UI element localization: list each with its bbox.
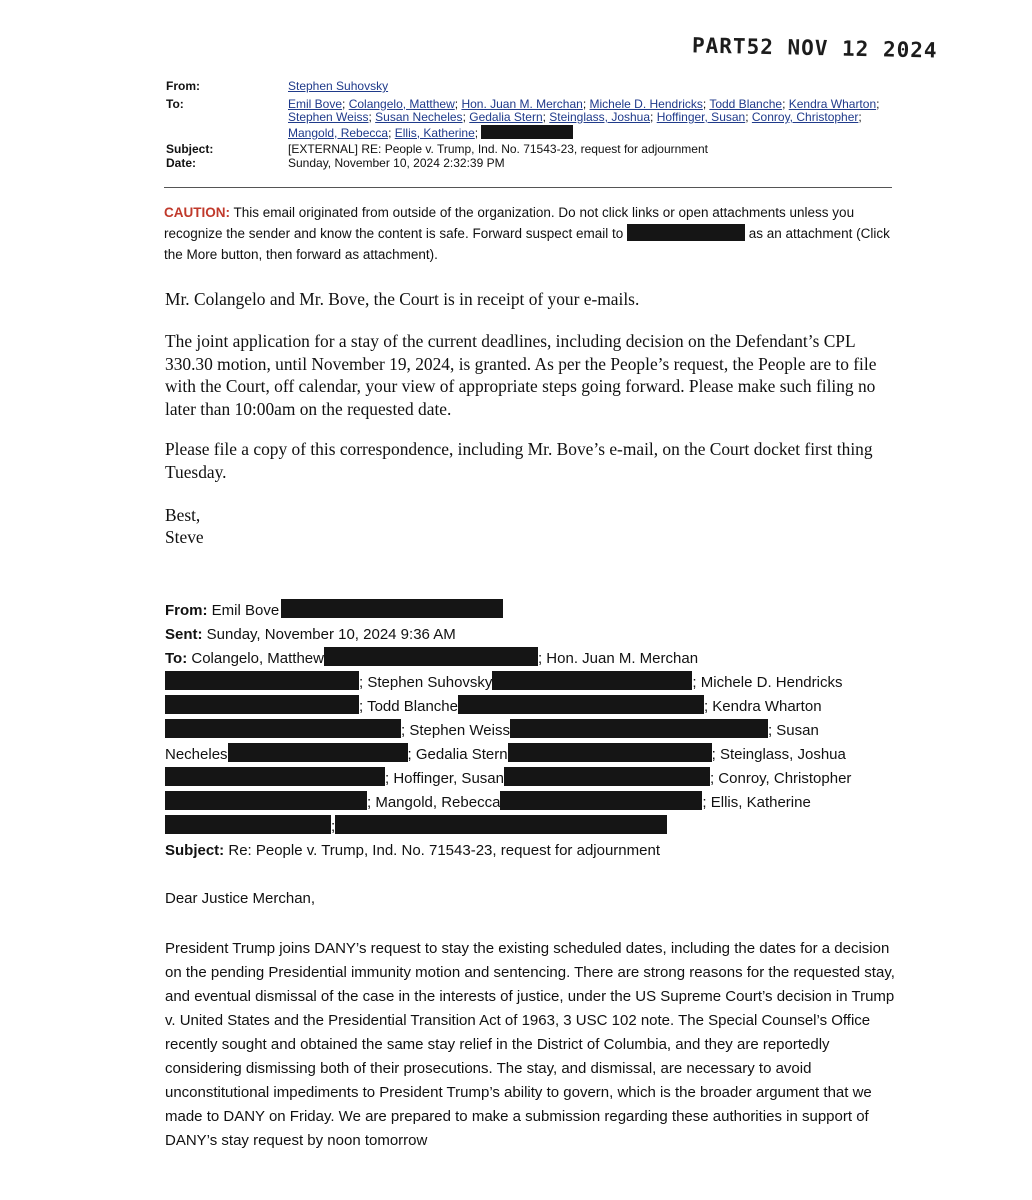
- fwd-recipient: Colangelo, Matthew: [187, 650, 324, 667]
- letter-salutation: Dear Justice Merchan,: [165, 890, 316, 907]
- recipient-link[interactable]: Susan Necheles: [375, 110, 463, 124]
- fwd-recipient: ; Ellis, Katherine: [702, 794, 811, 811]
- fwd-recipient: ; Hoffinger, Susan: [385, 770, 504, 787]
- redaction-bar: [324, 647, 538, 666]
- recipient-link[interactable]: Colangelo, Matthew: [348, 96, 455, 111]
- fwd-subject-value: Re: People v. Trump, Ind. No. 71543-23, request for adjournment: [224, 842, 660, 859]
- redaction-bar: [228, 743, 408, 762]
- fwd-recipient-separator: ;: [331, 818, 336, 835]
- redaction-bar: [508, 743, 712, 762]
- reply-signature: Steve: [165, 527, 204, 547]
- redaction-bar: [504, 767, 710, 786]
- redaction-bar: [165, 671, 359, 690]
- caution-text-end: as an attachment (Click the More button, then forward as attachment).: [164, 226, 890, 262]
- letter-body: President Trump joins DANY’s request to stay the existing scheduled dates, including the dates for a decision on the pending Presidential immunity motion and sentencing. There are strong reasons for the requested stay, and eventual dismissal of the case in the interests of justice, under the US Supreme Court’s decision in Trump v. United States and the Presidential Transition Act of 1963, 3 USC 102 note. The Special Counsel’s Office recently sought and obtained the same stay relief in the District of Columbia, and they are reportedly considering dismissing both of their prosecutions. The stay, and dismissal, are necessary to avoid unconstitutional impediments to President Trump’s ability to govern, which is the broader argument that we made to DANY on Friday. We are prepared to make a submission regarding these authorities in support of DANY’s stay request by noon tomorrow: [165, 940, 895, 1149]
- recipient-link[interactable]: Mangold, Rebecca: [288, 125, 389, 140]
- recipient-link[interactable]: Todd Blanche: [709, 96, 783, 111]
- fwd-from-label: From:: [165, 602, 208, 619]
- fwd-subject-label: Subject:: [165, 842, 225, 859]
- received-date-stamp: PART52 NOV 12 2024: [691, 33, 938, 63]
- fwd-recipient: ; Kendra Wharton: [703, 698, 822, 715]
- recipient-link[interactable]: Ellis, Katherine: [394, 125, 475, 140]
- fwd-from-value: Emil Bove: [207, 602, 280, 619]
- redaction-bar: [165, 815, 331, 834]
- reply-paragraph: Please file a copy of this correspondence, including Mr. Bove’s e-mail, on the Court docket first thing Tuesday.: [165, 439, 873, 482]
- recipient-link[interactable]: Hoffinger, Susan: [656, 110, 746, 124]
- fwd-recipient: ; Michele D. Hendricks: [692, 674, 843, 691]
- recipient-link[interactable]: Conroy, Christopher: [751, 110, 859, 124]
- fwd-recipient: ; Stephen Suhovsky: [359, 674, 493, 691]
- redaction-bar: [281, 599, 503, 618]
- from-label: From:: [166, 79, 200, 93]
- subject-value: [EXTERNAL] RE: People v. Trump, Ind. No. 71543-23, request for adjournment: [288, 142, 708, 156]
- redaction-bar: [458, 695, 704, 714]
- fwd-sent-label: Sent:: [165, 626, 203, 643]
- redaction-bar: [165, 791, 367, 810]
- header-divider: [164, 187, 892, 188]
- reply-closing: Best,: [165, 505, 201, 525]
- redaction-bar: [492, 671, 692, 690]
- recipient-link[interactable]: Hon. Juan M. Merchan: [461, 96, 583, 111]
- fwd-recipient: ; Conroy, Christopher: [709, 770, 852, 787]
- redaction-bar: [335, 815, 667, 834]
- recipient-link[interactable]: Michele D. Hendricks: [589, 96, 703, 111]
- redaction-bar: [165, 695, 359, 714]
- redaction-bar: [165, 719, 401, 738]
- fwd-recipient: ; Mangold, Rebecca: [367, 794, 501, 811]
- reply-paragraph: Mr. Colangelo and Mr. Bove, the Court is in receipt of your e-mails.: [165, 289, 640, 309]
- to-recipients: Emil Bove; Colangelo, Matthew; Hon. Juan M. Merchan; Michele D. Hendricks; Todd Blanche; Kendra Wharton; Stephen Weiss; Susan Necheles; Gedalia Stern; Steinglass, Joshua; Hoffinger, Susan; Conroy, Christopher; Mangold, Rebecca; Ellis, Katherine;: [288, 96, 880, 140]
- fwd-recipient: ; Susan: [767, 722, 819, 739]
- redaction-bar: [165, 767, 385, 786]
- fwd-recipient: Necheles: [165, 746, 228, 763]
- recipient-link[interactable]: Gedalia Stern: [469, 110, 543, 124]
- date-label: Date:: [166, 155, 197, 170]
- date-value: Sunday, November 10, 2024 2:32:39 PM: [288, 155, 505, 170]
- redaction-bar: [627, 224, 745, 241]
- redaction-bar: [510, 719, 768, 738]
- from-sender-link[interactable]: Stephen Suhovsky: [288, 79, 389, 93]
- reply-paragraph: The joint application for a stay of the current deadlines, including decision on the Defendant’s CPL 330.30 motion, until November 19, 2024, is granted. As per the People’s request, the People are to file with the Court, off calendar, your view of appropriate steps going forward. Please make such filing no later than 10:00am on the requested date.: [165, 331, 877, 419]
- recipient-link[interactable]: Kendra Wharton: [788, 96, 877, 111]
- redaction-bar: [481, 125, 573, 139]
- recipient-link[interactable]: Stephen Weiss: [288, 110, 369, 124]
- fwd-to-label: To:: [165, 650, 188, 667]
- fwd-recipient: ; Hon. Juan M. Merchan: [537, 650, 699, 667]
- fwd-recipient: ; Steinglass, Joshua: [711, 746, 846, 763]
- to-label: To:: [166, 96, 184, 111]
- forwarded-header: [165, 599, 897, 863]
- fwd-recipient: ; Todd Blanche: [359, 698, 458, 715]
- redaction-bar: [500, 791, 702, 810]
- subject-label: Subject:: [166, 142, 214, 156]
- recipient-link[interactable]: Steinglass, Joshua: [549, 110, 651, 124]
- fwd-recipient: ; Stephen Weiss: [401, 722, 510, 739]
- caution-label: CAUTION:: [164, 205, 230, 220]
- fwd-sent-value: Sunday, November 10, 2024 9:36 AM: [202, 626, 456, 643]
- caution-text: This email originated from outside of the organization. Do not click links or open attachments unless you recognize the sender and know the content is safe. Forward suspect email to: [164, 205, 855, 241]
- fwd-recipient: ; Gedalia Stern: [407, 746, 508, 763]
- recipient-link[interactable]: Emil Bove: [288, 96, 343, 111]
- caution-banner: [164, 202, 894, 265]
- email-header: [166, 80, 896, 170]
